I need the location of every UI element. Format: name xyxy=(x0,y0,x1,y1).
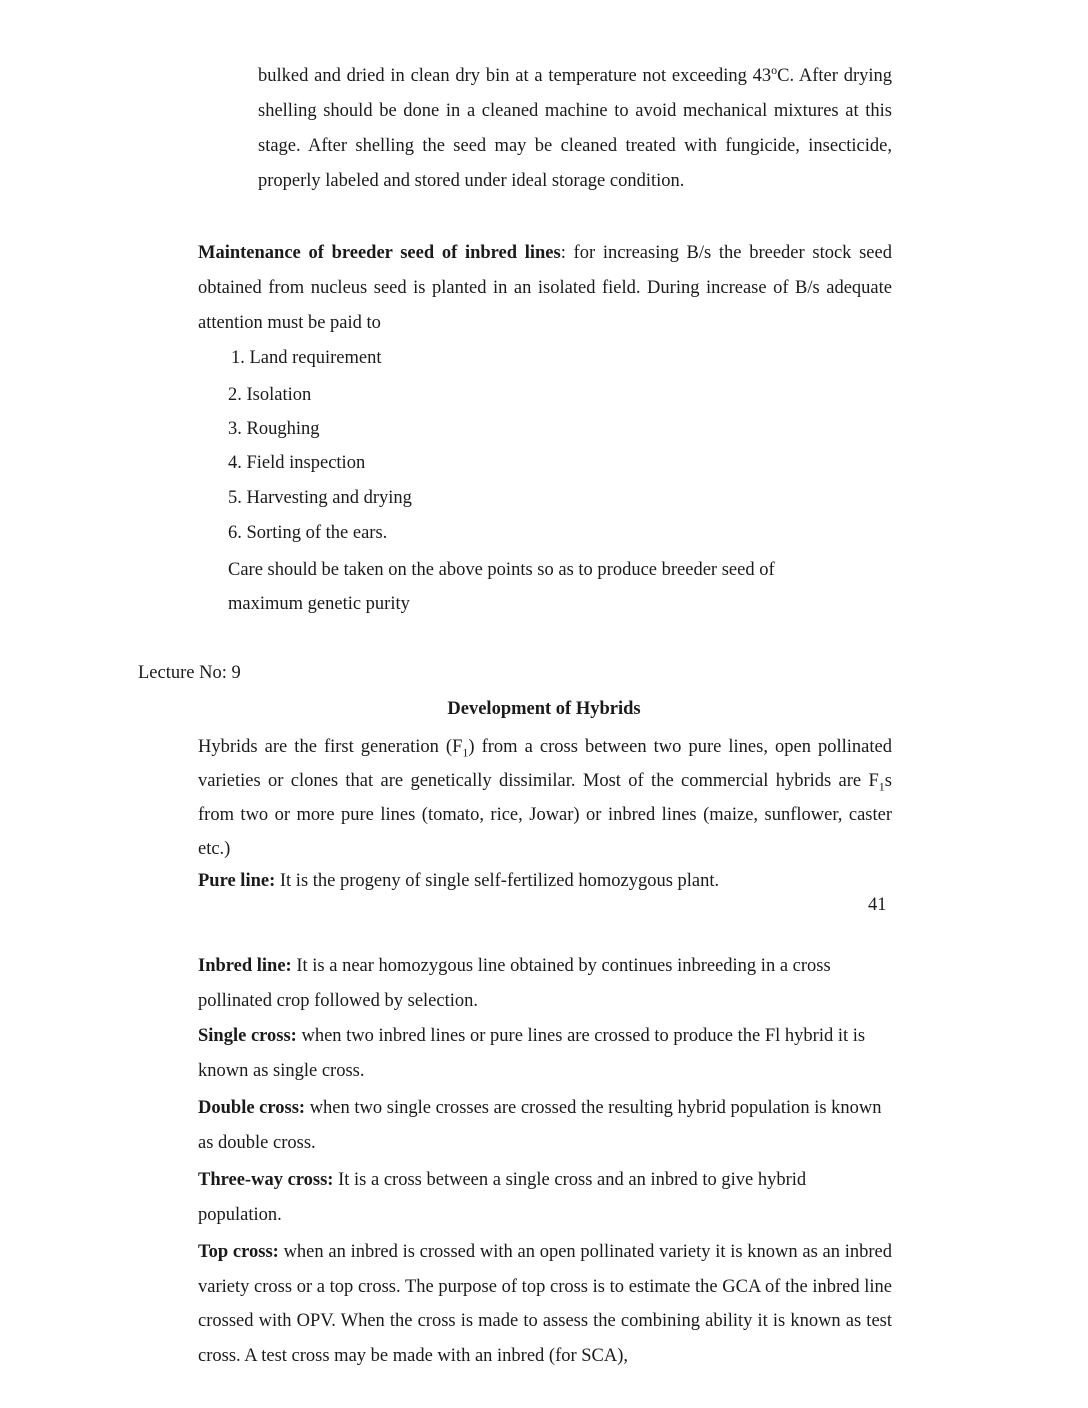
list-item: 5. Harvesting and drying xyxy=(228,488,412,508)
continuation-text-2: C. After drying shelling should be done in a cleaned machine to avoid mechanical mixtures at this stage. After shelling the seed may be cleaned treated with fungicide, insecticide, properly labeled and stored under ideal storage condition. xyxy=(258,66,893,191)
continuation-paragraph xyxy=(258,59,892,199)
definition-text: when two inbred lines or pure lines are crossed to produce the Fl hybrid it is known as single cross. xyxy=(198,1026,866,1081)
list-item: 1. Land requirement xyxy=(231,348,382,368)
definition-text: It is a cross between a single cross and an inbred to give hybrid population. xyxy=(198,1170,807,1225)
pure-line-definition xyxy=(198,867,719,895)
definition-three-way-cross xyxy=(198,1163,892,1233)
section-title xyxy=(0,695,1088,723)
definition-term: Double cross: xyxy=(198,1098,306,1118)
definition-term: Top cross: xyxy=(198,1242,279,1262)
f1-sub: 1 xyxy=(462,745,469,760)
definition-text: when an inbred is crossed with an open pollinated variety it is known as an inbred variety cross or a top cross. The purpose of top cross is to estimate the GCA of the inbred line crossed with OPV. When the cross is made to assess the combining ability it is known as test cross. A test cross may be made with an inbred (for SCA), xyxy=(198,1242,893,1366)
list-item: 3. Roughing xyxy=(228,419,320,439)
maintenance-paragraph xyxy=(198,236,892,341)
definition-top-cross xyxy=(198,1235,892,1373)
list-item: 4. Field inspection xyxy=(228,453,366,473)
definition-text: It is a near homozygous line obtained by continues inbreeding in a cross pollinated crop followed by selection. xyxy=(198,956,831,1011)
definition-single-cross xyxy=(198,1019,892,1089)
care-paragraph: Care should be taken on the above points so as to produce breeder seed of maximum genetic purity xyxy=(228,560,775,614)
page-number: 41 xyxy=(868,895,887,915)
f1-sub: 1 xyxy=(878,779,885,794)
definition-term: Inbred line: xyxy=(198,956,292,976)
hybrids-paragraph xyxy=(198,730,892,866)
list-item: 6. Sorting of the ears. xyxy=(228,523,388,543)
hybrids-text-3: s from two or more pure lines (tomato, rice, Jowar) or inbred lines (maize, sunflower, caster etc.) xyxy=(198,771,892,859)
definition-term: Single cross: xyxy=(198,1026,297,1046)
definition-term: Pure line: xyxy=(198,871,276,891)
definition-term: Three-way cross: xyxy=(198,1170,334,1190)
maintenance-text: : for increasing B/s the breeder stock seed obtained from nucleus seed is planted in an isolated field. During increase of B/s adequate attention must be paid to xyxy=(198,243,892,333)
maintenance-heading: Maintenance of breeder seed of inbred lines xyxy=(198,243,561,263)
section-title-text: Development of Hybrids xyxy=(447,699,641,719)
definition-text: It is the progeny of single self-fertilized homozygous plant. xyxy=(275,871,720,891)
continuation-text-1: bulked and dried in clean dry bin at a temperature not exceeding 43 xyxy=(258,66,772,86)
hybrids-text-2: ) from a cross between two pure lines, open pollinated varieties or clones that are genetically dissimilar. Most of the commercial hybrids are F xyxy=(198,737,892,791)
definition-double-cross xyxy=(198,1091,892,1161)
degree-sup: o xyxy=(771,62,778,77)
lecture-label: Lecture No: 9 xyxy=(138,663,241,683)
list-item: 2. Isolation xyxy=(228,385,312,405)
hybrids-text-1: Hybrids are the first generation (F xyxy=(198,737,463,757)
definition-text: when two single crosses are crossed the resulting hybrid population is known as double cross. xyxy=(198,1098,882,1153)
definition-inbred-line xyxy=(198,949,892,1018)
